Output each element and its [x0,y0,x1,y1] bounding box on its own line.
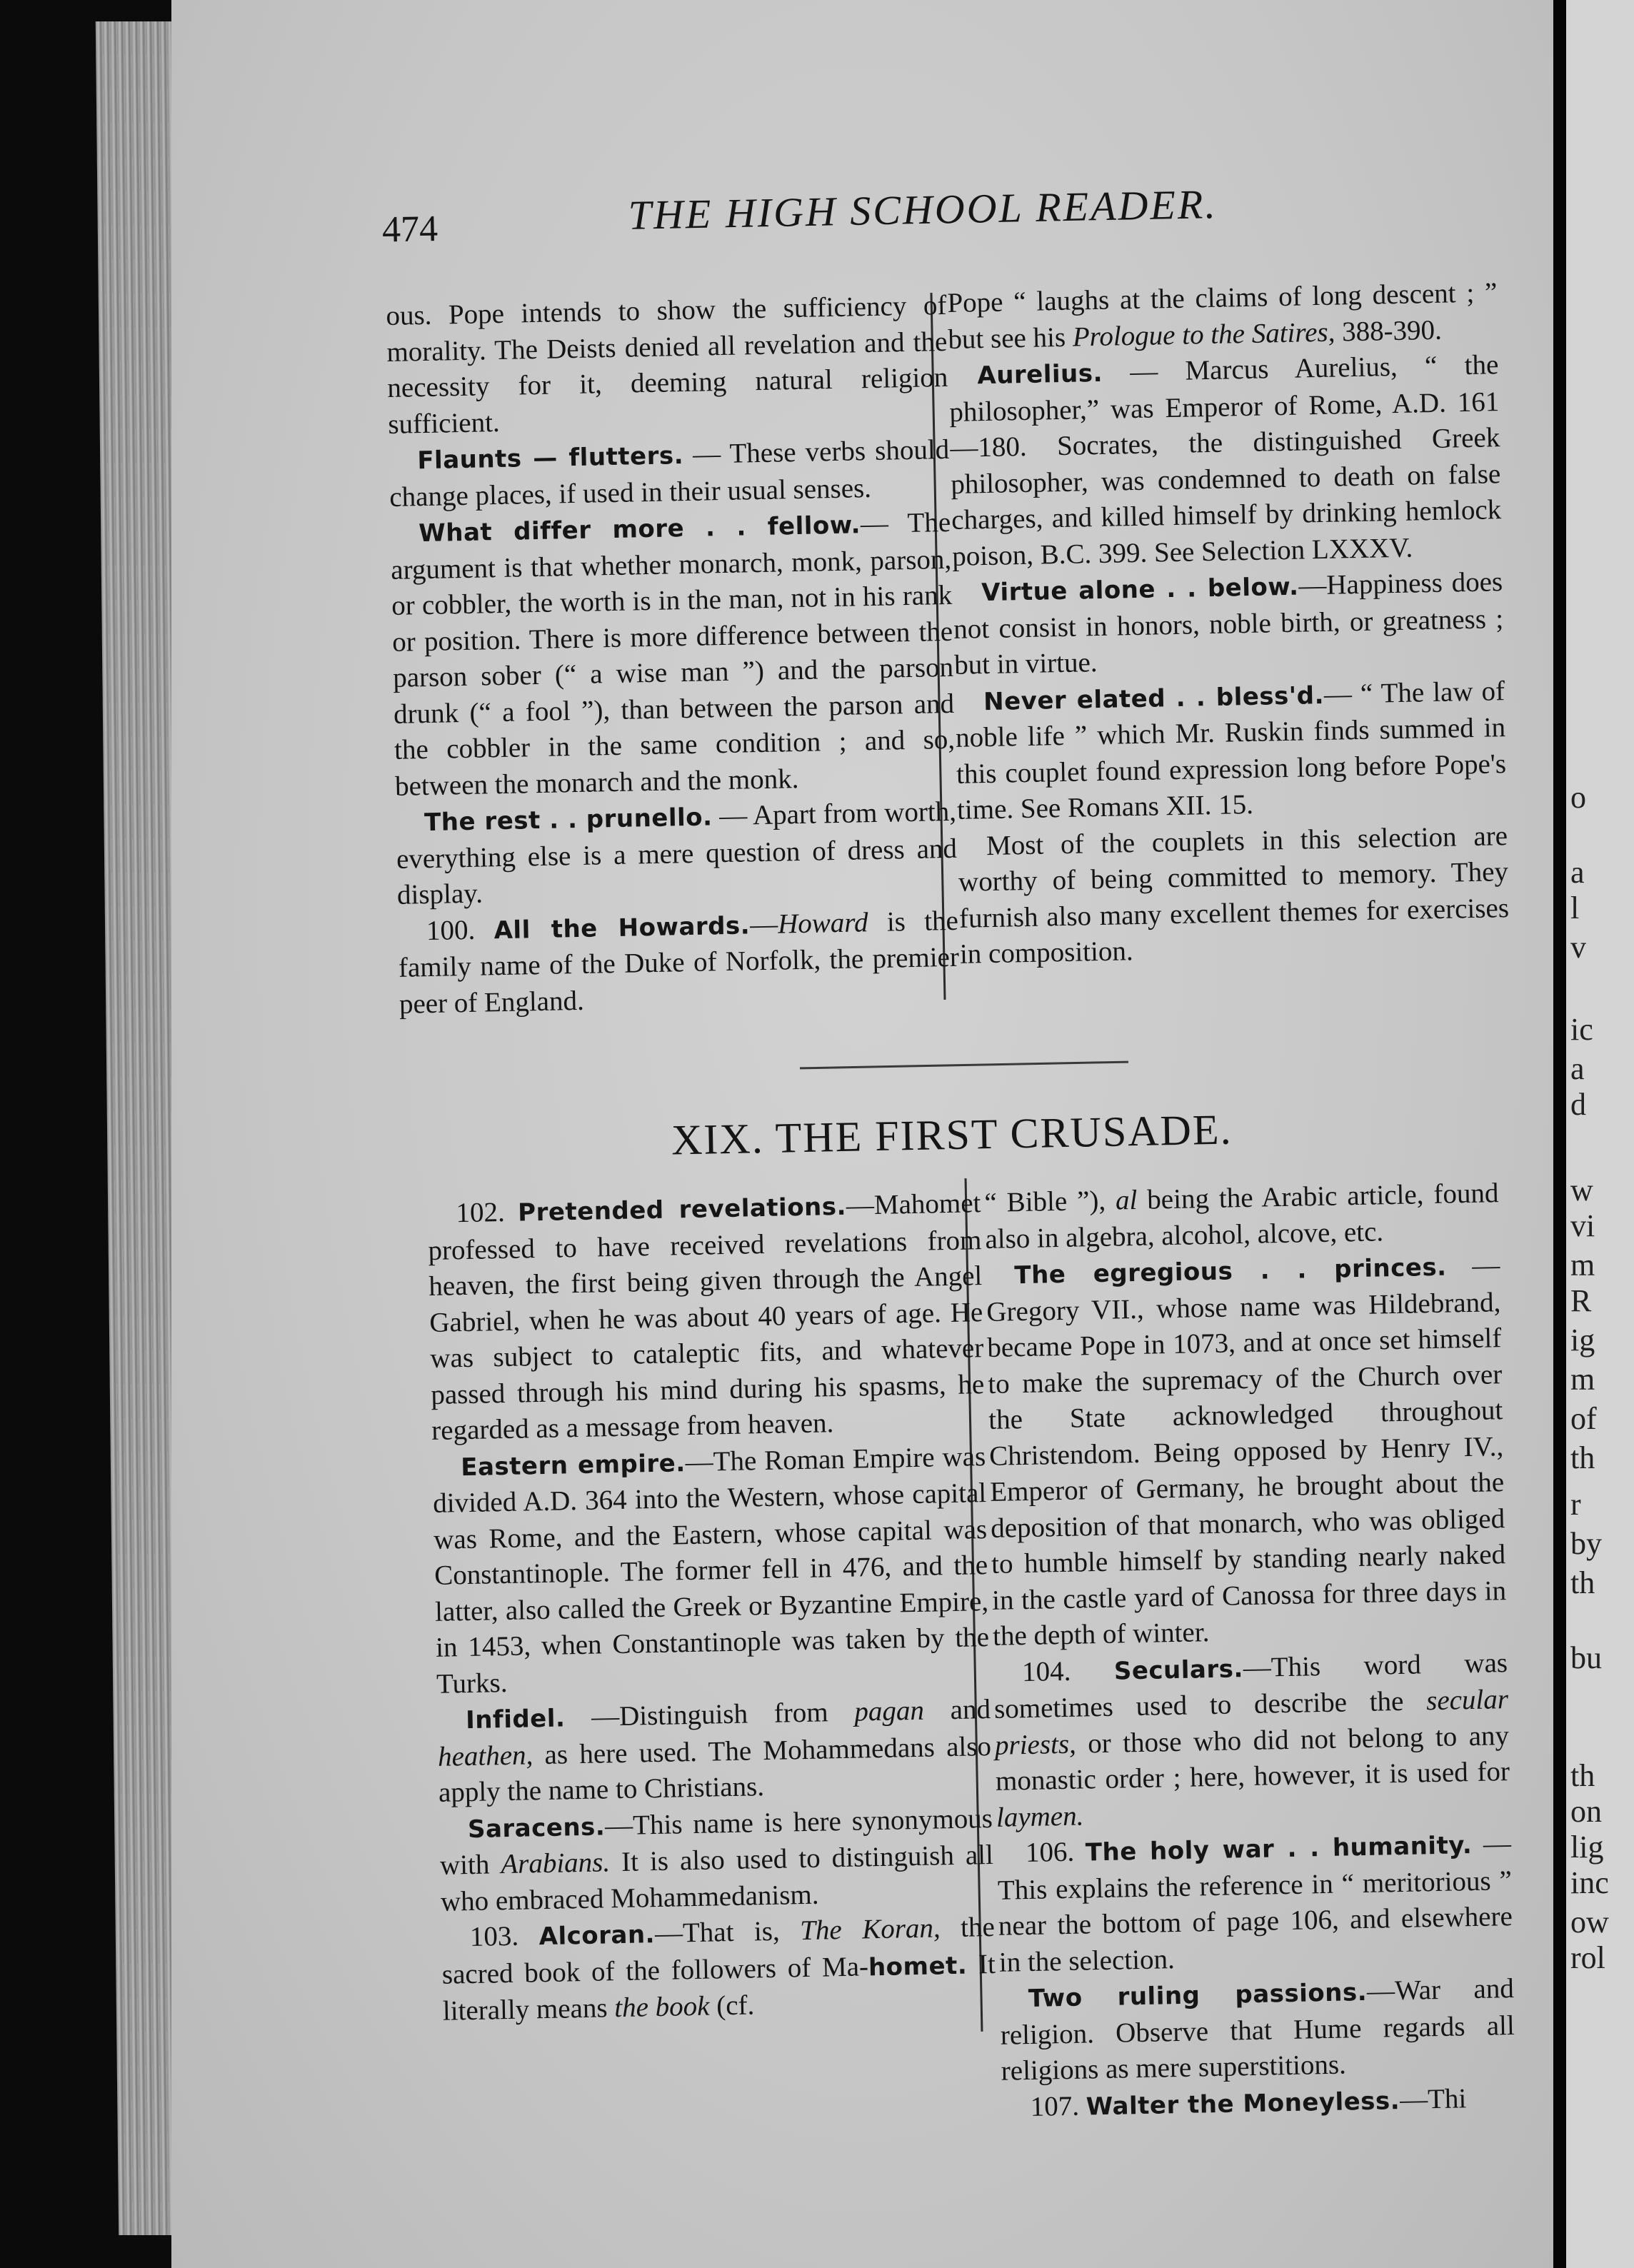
note-keyword: The egregious . . princes. [1014,1253,1447,1290]
note-keyword: The rest . . prunello. [423,803,713,838]
note-paragraph: Aurelius. — Marcus Aurelius, “ the philosopher,” was Emperor of Rome, A.D. 161—180. Socrates, the distinguished Greek philosopher, was condemned to death on false charges, and killed himself by drinking hemlock poison, B.C. 399. See Selection LXXXV. [948,349,1502,572]
note-keyword: Two ruling passions. [1028,1977,1368,2014]
note-keyword: All the Howards. [493,910,751,945]
adjacent-page-fragment: o [1570,780,1586,815]
note-paragraph: ous. Pope intends to show the sufficiency of morality. The Deists denied all revelation and the necessity for it, deeming natural religion sufficient. [386,289,948,440]
adjacent-page-fragment: th [1570,1758,1595,1793]
adjacent-page-fragment: of [1570,1401,1597,1436]
note-keyword: Saracens. [467,1812,606,1844]
adjacent-page-fragment: w [1570,1173,1593,1208]
note-paragraph: Flaunts — flutters. — These verbs should change places, if used in their usual senses. [389,433,950,513]
note-paragraph: Virtue alone . . below.—Happiness does not consist in honors, noble birth, or greatness ; but in virtue. [953,566,1504,681]
note-paragraph: Eastern empire.—The Roman Empire was divided A.D. 364 into the Western, whose capital was Rome, and the Eastern, whose capital was Constantinople. The former fell in 476, and the latter, also called the Greek or Byzantine Empire, in 1453, when Constantinople was taken by the Turks. [432,1440,990,1700]
adjacent-page-fragment: ic [1570,1012,1593,1047]
note-number: 103. [469,1920,519,1953]
adjacent-page-fragment: a [1570,1051,1585,1086]
adjacent-page-fragment: rol [1570,1940,1605,1975]
adjacent-page-fragment: bu [1570,1640,1602,1675]
adjacent-page-fragment: r [1570,1487,1581,1522]
page-number: 474 [381,208,438,251]
note-keyword: What differ more . . fellow. [418,511,861,548]
adjacent-page-fragment: m [1570,1248,1595,1283]
adjacent-page-fragment: R [1570,1283,1592,1318]
note-paragraph: Infidel. —Distinguish from pagan and heathen, as here used. The Mohammedans also apply the name to Christians. [437,1693,992,1808]
adjacent-page-strip [1566,0,1634,2268]
note-keyword: Virtue alone . . below. [981,572,1299,608]
note-keyword: Infidel. [465,1704,566,1735]
adjacent-page-fragment: ow [1570,1905,1609,1940]
note-paragraph: 107. Walter the Moneyless.—Thi [1030,2082,1467,2122]
note-keyword: Aurelius. [977,358,1103,391]
book-gutter [1553,0,1566,2268]
adjacent-page-fragment: by [1570,1526,1602,1561]
notes-column-upper-left [386,288,960,1023]
note-paragraph: Most of the couplets in this selection are worthy of being committed to memory. They furnish also many excellent themes for exercises in composition. [958,820,1510,970]
note-keyword: Walter the Moneyless. [1086,2086,1400,2121]
note-paragraph: 103. Alcoran.—That is, The Koran, the sacred book of the followers of Ma-homet. It literally means the book (cf. [441,1911,996,2027]
adjacent-page-fragment: ig [1570,1323,1595,1358]
note-paragraph: “ Bible ”), al being the Arabic article, found also in algebra, alcohol, alcove, etc. [984,1178,1499,1255]
notes-column-lower-right [984,1175,1516,2127]
note-paragraph: 100. All the Howards.—Howard is the family name of the Duke of Norfolk, the premier peer of England. [398,905,960,1020]
section-title: XIX. THE FIRST CRUSADE. [671,1105,1233,1164]
adjacent-page-fragment: l [1570,890,1580,925]
note-keyword: Never elated . . bless'd. [983,681,1325,716]
note-number: 100. [426,914,476,946]
note-paragraph: 102. Pretended revelations.—Mahomet professed to have received revelations from heaven, the first being given through the Angel Gabriel, when he was about 40 years of age. He was subject to cataleptic fits, and whatever passed through his mind during his spasms, he regarded as a message from heaven. [428,1188,985,1446]
note-keyword: Flaunts — flutters. [416,441,684,476]
note-keyword: Alcoran. [538,1920,656,1952]
adjacent-page-fragment: th [1570,1565,1595,1600]
note-keyword: Pretended revelations. [517,1192,847,1228]
note-paragraph: Never elated . . bless'd.— “ The law of noble life ” which Mr. Ruskin finds summed in this couplet found expression long before Pope's time. See Romans XII. 15. [955,675,1507,826]
note-number: 107. [1030,2090,1080,2122]
adjacent-page-fragment: lig [1570,1830,1604,1865]
adjacent-page-fragment: m [1570,1362,1595,1397]
note-number: 102. [456,1196,506,1229]
note-paragraph: 104. Seculars.—This word was sometimes used to describe the secular priests, or those who did not belong to any monastic order ; here, however, it is used for laymen. [993,1647,1510,1833]
note-paragraph: Pope “ laughs at the claims of long descent ; ” but see his Prologue to the Satires, 388-390. [947,277,1498,355]
note-paragraph: Two ruling passions.—War and religion. Observe that Hume regards all religions as mere superstitions. [1000,1972,1515,2087]
note-paragraph: The egregious . . princes. — Gregory VII., whose name was Hildebrand, became Pope in 1073, and at once set himself to make the supremacy of the Church over the State acknowledged throughout Christendom. Being opposed by Henry IV., Emperor of Germany, he brought about the deposition of that monarch, who was obliged to humble himself by standing nearly naked in the castle yard of Canossa for three days in the depth of winter. [986,1250,1507,1652]
note-keyword: The holy war . . humanity. [1085,1831,1473,1867]
note-paragraph: 106. The holy war . . humanity. —This explains the reference in “ meritorious ” near the bottom of page 106, and elsewhere in the selection. [997,1828,1513,1978]
adjacent-page-fragment: a [1570,855,1585,890]
note-paragraph: The rest . . prunello. — Apart from worth, everything else is a mere question of dress and display. [396,796,958,910]
note-number: 104. [1021,1655,1071,1687]
notes-column-upper-right [947,275,1510,973]
note-paragraph: What differ more . . fellow.— The argument is that whether monarch, monk, parson, or cobbler, the worth is in the man, not in his rank or position. There is more difference between the parson sober (“ a wise man ”) and the parson drunk (“ a fool ”), than between the parson and the cobbler in the same condition ; and so, between the monarch and the monk. [390,506,956,802]
note-number: 106. [1025,1836,1075,1869]
notes-column-lower-left [427,1185,996,2029]
adjacent-page-fragment: on [1570,1794,1602,1829]
adjacent-page-fragment: v [1570,930,1586,965]
running-title: THE HIGH SCHOOL READER. [628,181,1218,239]
adjacent-page-fragment: inc [1570,1865,1609,1900]
note-keyword: Eastern empire. [460,1448,686,1482]
note-keyword: Seculars. [1113,1654,1244,1686]
adjacent-page-fragment: th [1570,1440,1595,1475]
note-paragraph: Saracens.—This name is here synonymous with Arabians. It is also used to distinguish all who embraced Mohammedanism. [439,1802,994,1917]
adjacent-page-fragment: vi [1570,1208,1595,1243]
adjacent-page-fragment: d [1570,1087,1586,1122]
